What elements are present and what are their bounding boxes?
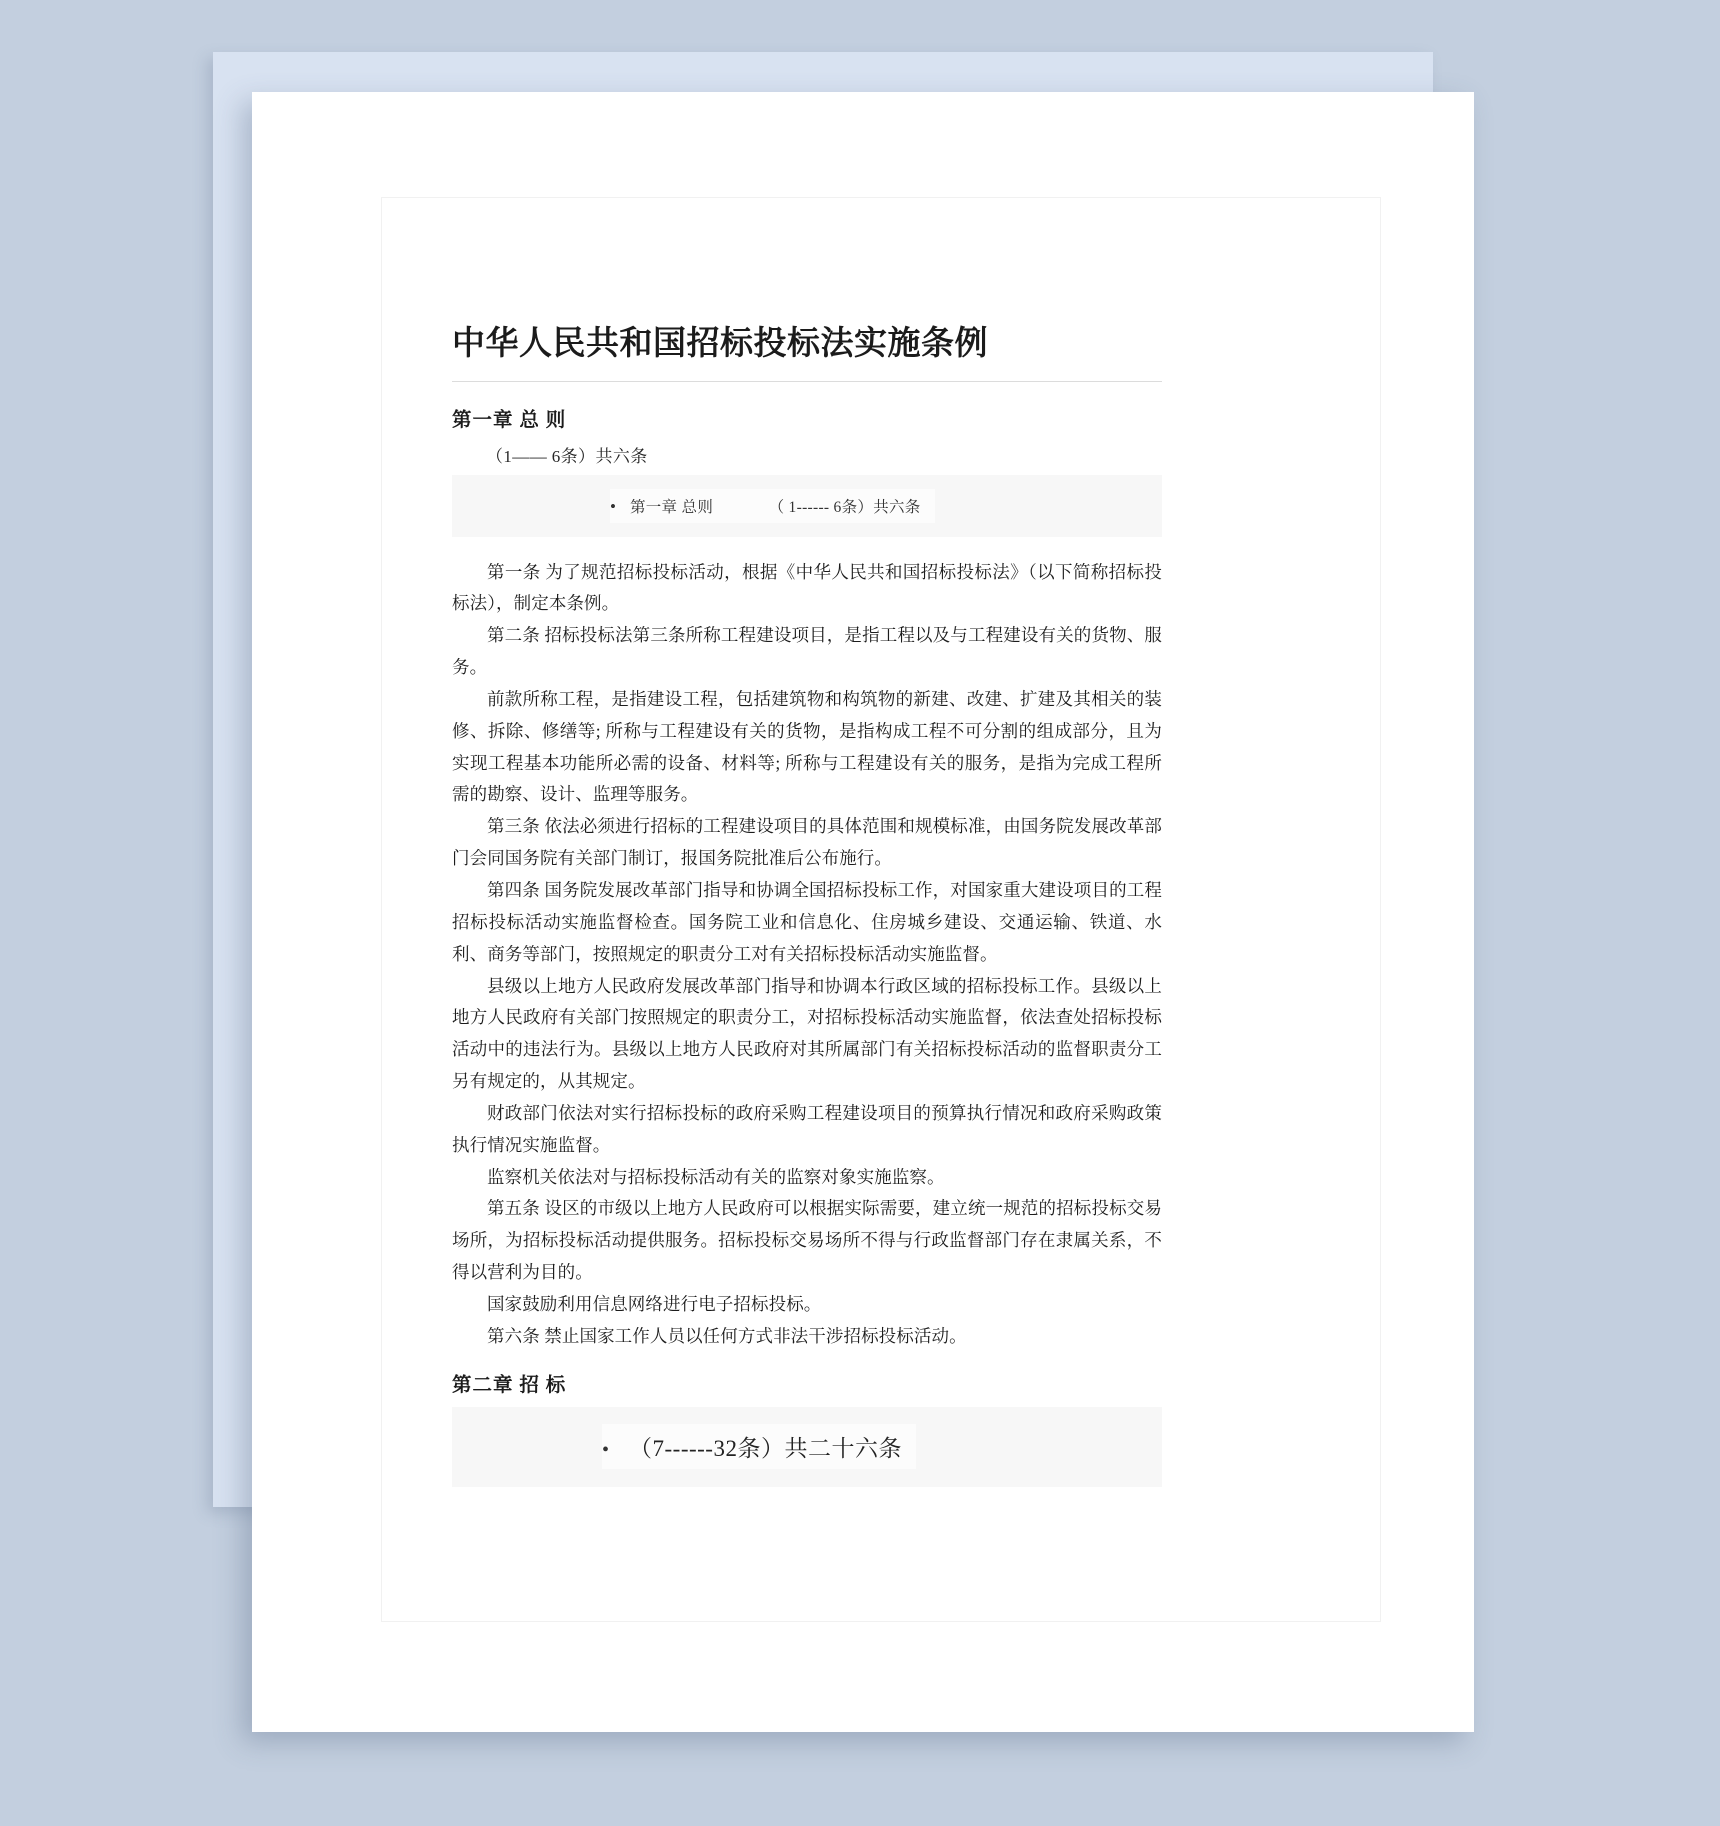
chapter-one-callout-inner bbox=[610, 489, 935, 523]
chapter-one-callout-box bbox=[452, 475, 1162, 537]
paragraph-article-4: 第四条 国务院发展改革部门指导和协调全国招标投标工作，对国家重大建设项目的工程招标投标活动实施监督检查。国务院工业和信息化、住房城乡建设、交通运输、铁道、水利、商务等部门，按照规定的职责分工对有关招标投标活动实施监督。 bbox=[452, 879, 1162, 964]
chapter-heading-one: 第一章 总 则 bbox=[452, 409, 567, 431]
bullet-icon: • bbox=[610, 496, 616, 516]
chapter-heading-two: 第二章 招 标 bbox=[452, 1374, 567, 1396]
chapter-one-article-range: （1—— 6条）共六条 bbox=[486, 446, 648, 466]
paragraph-article-5: 第五条 设区的市级以上地方人民政府可以根据实际需要，建立统一规范的招标投标交易场所，为招标投标活动提供服务。招标投标交易场所不得与行政监督部门存在隶属关系，不得以营利为目的。 bbox=[452, 1198, 1162, 1283]
paragraph-article-1: 第一条 为了规范招标投标活动，根据《中华人民共和国招标投标法》（以下简称招标投标法），制定本条例。 bbox=[452, 561, 1162, 614]
chapter-two-callout-text: （7------32条）共二十六条 bbox=[629, 1436, 902, 1462]
paragraph-article-3: 第三条 依法必须进行招标的工程建设项目的具体范围和规模标准，由国务院发展改革部门会同国务院有关部门制订，报国务院批准后公布施行。 bbox=[452, 816, 1162, 869]
document-content bbox=[452, 322, 1162, 1487]
paragraph-local-government: 县级以上地方人民政府发展改革部门指导和协调本行政区域的招标投标工作。县级以上地方人民政府有关部门按照规定的职责分工，对招标投标活动实施监督，依法查处招标投标活动中的违法行为。县级以上地方人民政府对其所属部门有关招标投标活动的监督职责分工另有规定的，从其规定。 bbox=[452, 975, 1162, 1092]
title-divider bbox=[452, 381, 1162, 382]
chapter-two-callout-inner bbox=[602, 1424, 916, 1469]
paragraph-article-2: 第二条 招标投标法第三条所称工程建设项目，是指工程以及与工程建设有关的货物、服务。 bbox=[452, 625, 1162, 678]
paragraph-electronic-bidding: 国家鼓励利用信息网络进行电子招标投标。 bbox=[487, 1293, 822, 1314]
page-title: 中华人民共和国招标投标法实施条例 bbox=[452, 326, 988, 362]
paragraph-article-2-cont: 前款所称工程，是指建设工程，包括建筑物和构筑物的新建、改建、扩建及其相关的装修、拆除、修缮等; 所称与工程建设有关的货物，是指构成工程不可分割的组成部分，且为实现工程基本功能所必需的设备、材料等; 所称与工程建设有关的服务，是指为完成工程所需的勘察、设计、监理等服务。 bbox=[452, 688, 1162, 805]
bullet-icon: • bbox=[602, 1439, 610, 1462]
document-page bbox=[252, 92, 1474, 1732]
chapter-one-callout-text: 第一章 总则 （ 1------ 6条）共六条 bbox=[629, 498, 921, 516]
chapter-two-callout-box bbox=[452, 1407, 1162, 1487]
paragraph-supervisory-organ: 监察机关依法对与招标投标活动有关的监察对象实施监察。 bbox=[487, 1166, 945, 1187]
paragraph-article-6: 第六条 禁止国家工作人员以任何方式非法干涉招标投标活动。 bbox=[487, 1325, 967, 1346]
paragraph-finance-department: 财政部门依法对实行招标投标的政府采购工程建设项目的预算执行情况和政府采购政策执行情况实施监督。 bbox=[452, 1102, 1162, 1155]
section-spacer bbox=[452, 1353, 1162, 1369]
